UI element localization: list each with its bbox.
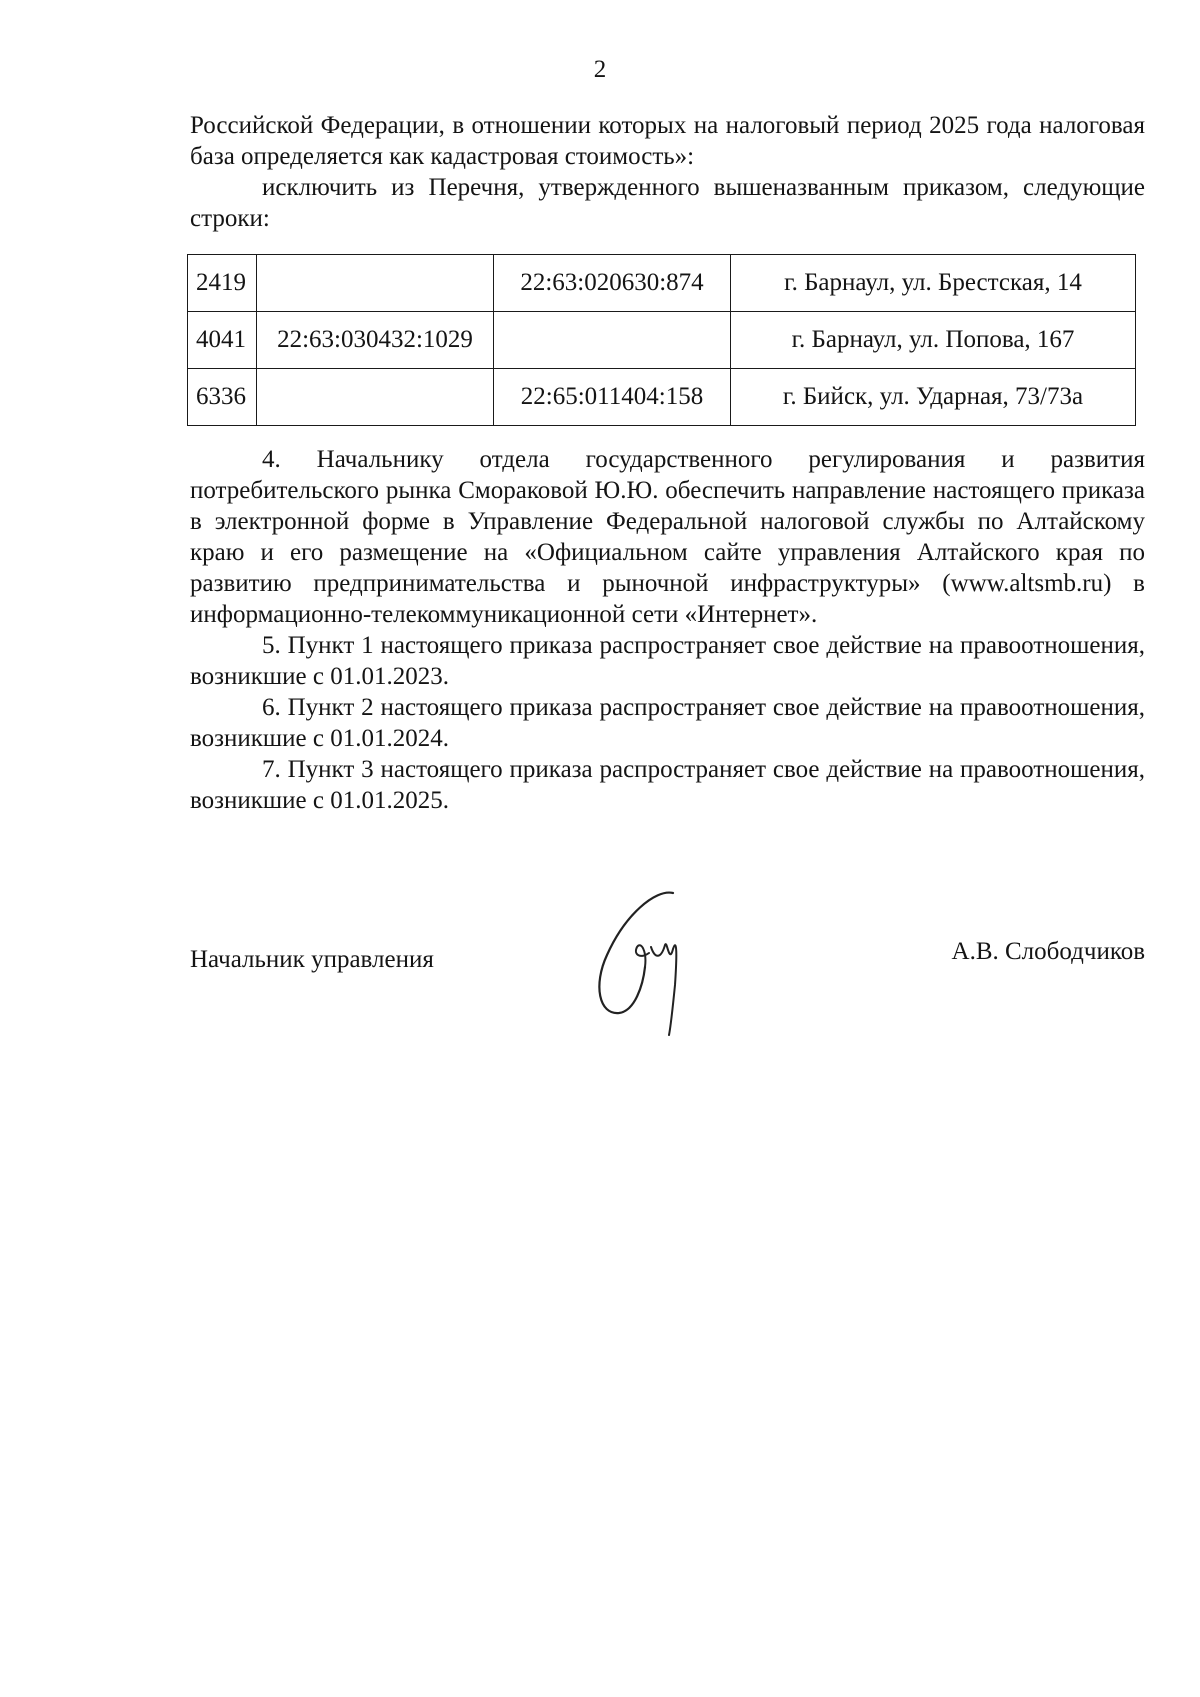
cadastral-number-cell: [257, 255, 494, 312]
address-cell: г. Бийск, ул. Ударная, 73/73а: [731, 369, 1136, 426]
page-number: 2: [593, 56, 607, 83]
cadastral-number-cell: 22:65:011404:158: [494, 369, 731, 426]
point-4-paragraph: 4. Начальнику отдела государственного регулирования и развития потребительского рынка Сморaковой Ю.Ю. обеспечить направление настоящего приказа в электронной форме в Управление Федеральной налоговой службы по Алтайскому краю и его размещение на «Официальном сайте управления Алтайского края по развитию предпринимательства и рыночной инфраструктуры» (www.altsmb.ru) в информационно-телекоммуникационной сети «Интернет».: [190, 446, 1145, 628]
signatory-name: А.В. Слободчиков: [951, 938, 1145, 965]
table-row: [188, 312, 1136, 369]
intro-section: [190, 110, 1145, 234]
address-cell: г. Барнаул, ул. Брестская, 14: [731, 255, 1136, 312]
table-row: [188, 369, 1136, 426]
point-6-paragraph: 6. Пункт 2 настоящего приказа распространяет свое действие на правоотношения, возникшие с 01.01.2024.: [190, 694, 1145, 752]
table-row: [188, 255, 1136, 312]
point-7-paragraph: 7. Пункт 3 настоящего приказа распространяет свое действие на правоотношения, возникшие с 01.01.2025.: [190, 756, 1145, 814]
cadastral-number-cell: 22:63:030432:1029: [257, 312, 494, 369]
row-number-cell: 6336: [188, 369, 257, 426]
cadastral-number-cell: 22:63:020630:874: [494, 255, 731, 312]
row-number-cell: 2419: [188, 255, 257, 312]
exclusion-instruction: исключить из Перечня, утвержденного вышеназванным приказом, следующие строки:: [190, 174, 1145, 232]
intro-paragraph: Российской Федерации, в отношении которых на налоговый период 2025 года налоговая база определяется как кадастровая стоимость»:: [190, 112, 1145, 170]
point-5-paragraph: 5. Пункт 1 настоящего приказа распространяет свое действие на правоотношения, возникшие с 01.01.2023.: [190, 632, 1145, 690]
cadastral-number-cell: [257, 369, 494, 426]
signatory-title: Начальник управления: [190, 946, 434, 973]
order-points-section: [190, 444, 1145, 816]
cadastral-number-cell: [494, 312, 731, 369]
row-number-cell: 4041: [188, 312, 257, 369]
address-cell: г. Барнаул, ул. Попова, 167: [731, 312, 1136, 369]
excluded-rows-table: [187, 254, 1136, 426]
handwritten-signature: [585, 885, 725, 1045]
